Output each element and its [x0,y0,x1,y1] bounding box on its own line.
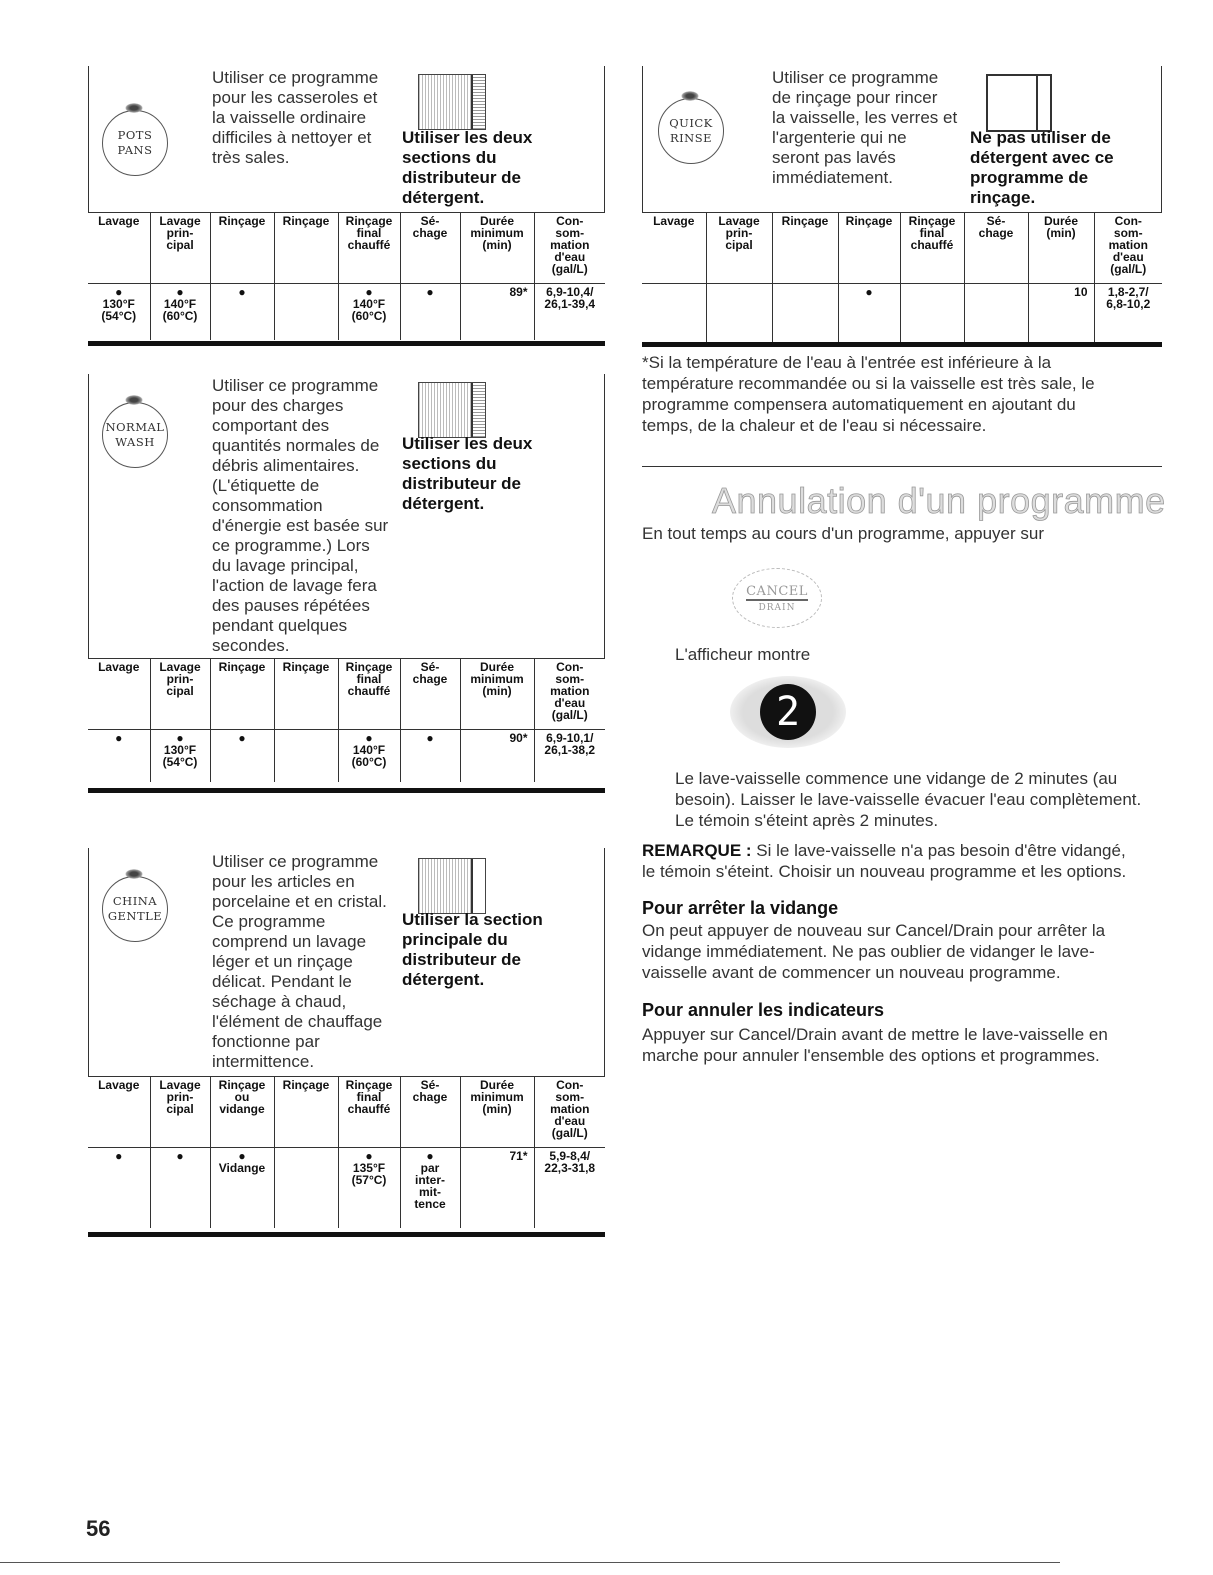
header-rincage-final: Rinçage final chauffé [338,659,400,730]
badge-line-1: QUICK [669,116,713,130]
intro-text: En tout temps au cours d'un programme, appuyer sur [642,524,1045,543]
header-consommation: Con- som- mation d'eau (gal/L) [534,213,605,284]
header-consommation: Con- som- mation d'eau (gal/L) [534,1077,605,1148]
section-rule [88,1232,605,1237]
value-rincage-1: ● [210,730,274,782]
value-consommation: 6,9-10,4/ 26,1-39,4 [534,284,605,340]
value-rincage-final: ● 140°F (60°C) [338,284,400,340]
cycle-description: Utiliser ce programme pour des charges comportant des quantités normales de débris alimentaires. (L'étiquette de consommation d'énergie est basée sur ce programme.) Lors du lavage principal, l'action de lavage fera des pauses répétées pendant quelques secondes. [212,376,389,655]
display-digit: 2 [775,689,801,735]
header-rincage-2: Rinçage [838,213,900,284]
display-label: L'afficheur montre [675,645,811,664]
badge-line-1: CHINA [112,894,158,908]
section-rule [88,788,605,793]
value-duree: 90* [460,730,534,782]
header-rincage-ou-vidange: Rinçage ou vidange [210,1077,274,1148]
normal-wash-badge-icon [102,402,168,468]
value-rincage-2 [274,730,338,782]
value-rincage-1 [772,284,838,342]
header-rincage-2: Rinçage [274,1077,338,1148]
section-rule [88,341,605,346]
badge-line-2: GENTLE [107,909,163,923]
header-rincage-1: Rinçage [210,213,274,284]
cycle-description: Utiliser ce programme pour les casseroles et la vaisselle ordinaire difficiles à nettoyer et très sales. [212,68,379,167]
badge-line-1: NORMAL [105,420,165,434]
cycle-normal-wash [88,374,605,794]
value-duree: 89* [460,284,534,340]
value-rincage-1: ● [210,284,274,340]
header-duree: Durée minimum (min) [460,659,534,730]
value-lavage [642,284,706,342]
header-sechage: Sé- chage [964,213,1028,284]
value-consommation: 5,9-8,4/ 22,3-31,8 [534,1148,605,1228]
header-consommation: Con- som- mation d'eau (gal/L) [534,659,605,730]
value-duree: 71* [460,1148,534,1228]
section-title: Annulation d'un programme [712,480,1166,521]
detergent-instruction: Utiliser la section principale du distributeur de détergent. [402,910,543,989]
cancel-drain-button[interactable] [732,568,822,628]
header-lavage-principal: Lavage prin- cipal [150,659,210,730]
badge-line-1: POTS [117,128,153,142]
quick-rinse-badge-icon [658,98,724,164]
cycle-china-gentle [88,848,605,1240]
value-lavage-principal: ● 130°F (54°C) [150,730,210,782]
detergent-instruction: Utiliser les deux sections du distributeur de détergent. [402,434,533,513]
china-gentle-badge-icon [102,876,168,942]
header-sechage: Sé- chage [400,1077,460,1148]
value-duree: 10 [1028,284,1094,342]
cancel-label: CANCEL [746,583,808,599]
value-sechage: ● [400,730,460,782]
section-rule [642,342,1162,347]
header-lavage: Lavage [653,214,695,228]
page-number: 56 [86,1516,111,1541]
detergent-instruction: Ne pas utiliser de détergent avec ce programme de rinçage. [970,128,1114,207]
badge-line-2: WASH [115,435,155,449]
header-rincage-final: Rinçage final chauffé [900,213,964,284]
cycle-table [88,658,605,782]
page-bottom-rule [0,1562,1060,1563]
section-divider [642,466,1162,467]
value-sechage [964,284,1028,342]
dispenser-empty-icon [986,74,1052,132]
remarque-text: Si le lave-vaisselle n'a pas besoin d'être vidangé, le témoin s'éteint. Choisir un nouveau programme et les options. [642,841,1127,881]
stop-drain-text: On peut appuyer de nouveau sur Cancel/Drain pour arrêter la vidange immédiatement. Ne pas oublier de vidanger le lave- vaisselle avant de commencer un nouveau programme. [642,921,1106,982]
value-vidange: ● Vidange [210,1148,274,1228]
detergent-instruction: Utiliser les deux sections du distributeur de détergent. [402,128,533,207]
cycle-pots-pans [88,66,605,346]
value-lavage: ● [115,1149,123,1163]
header-rincage-final: Rinçage final chauffé [338,213,400,284]
header-lavage: Lavage [98,214,140,228]
status-display [730,676,846,748]
dispenser-main-icon [418,858,486,914]
cancel-indicators-text: Appuyer sur Cancel/Drain avant de mettre le lave-vaisselle en marche pour annuler l'ensemble des options et programmes. [642,1025,1108,1065]
header-rincage-1: Rinçage [210,659,274,730]
cycle-table [88,1076,605,1228]
pots-pans-badge-icon [102,110,168,176]
cycle-table [88,212,605,340]
cycle-table [642,212,1162,342]
value-rincage-2 [274,284,338,340]
badge-line-2: PANS [117,143,153,157]
remarque-label: REMARQUE : [642,841,752,860]
stop-drain-heading: Pour arrêter la vidange [642,898,839,918]
remarque-paragraph [642,840,1172,882]
value-sechage: ● par inter- mit- tence [400,1148,460,1228]
header-consommation: Con- som- mation d'eau (gal/L) [1094,213,1162,284]
header-rincage-final: Rinçage final chauffé [338,1077,400,1148]
footnote: *Si la température de l'eau à l'entrée est inférieure à la température recommandée ou si la vaisselle est très sale, le programme compensera automatiquement en ajoutant du temps, de la chaleur et de l'eau si nécessaire. [642,353,1095,435]
header-sechage: Sé- chage [400,213,460,284]
value-lavage-principal: ● [150,1148,210,1228]
cycle-description: Utiliser ce programme pour les articles en porcelaine et en cristal. Ce programme comprend un lavage léger et un rinçage délicat. Pendant le séchage à chaud, l'élément de chauffage fonctionne par intermittence. [212,852,387,1071]
header-rincage-1: Rinçage [772,213,838,284]
value-lavage: ● 130°F (54°C) [101,285,137,323]
header-lavage-principal: Lavage prin- cipal [706,213,772,284]
drain-description: Le lave-vaisselle commence une vidange de 2 minutes (au besoin). Laisser le lave-vaisselle évacuer l'eau complètement. Le témoin s'éteint après 2 minutes. [675,769,1142,830]
header-rincage-2: Rinçage [274,659,338,730]
value-rincage-final: ● 135°F (57°C) [338,1148,400,1228]
header-lavage: Lavage [98,660,140,674]
header-lavage-principal: Lavage prin- cipal [150,1077,210,1148]
value-lavage-principal: ● 140°F (60°C) [150,284,210,340]
dispenser-both-icon [418,382,486,438]
header-duree: Durée minimum (min) [460,1077,534,1148]
header-lavage-principal: Lavage prin- cipal [150,213,210,284]
header-rincage-2: Rinçage [274,213,338,284]
cycle-description: Utiliser ce programme de rinçage pour rincer la vaisselle, les verres et l'argenterie qui ne seront pas lavés immédiatement. [772,68,958,187]
cycle-quick-rinse [642,66,1162,352]
cancel-indicators-heading: Pour annuler les indicateurs [642,1000,885,1020]
value-rincage-2 [274,1148,338,1228]
header-lavage: Lavage [98,1078,140,1092]
value-consommation: 6,9-10,1/ 26,1-38,2 [534,730,605,782]
display-digit-screen [760,684,816,740]
badge-line-2: RINSE [669,131,713,145]
value-rincage-final [900,284,964,342]
value-consommation: 1,8-2,7/ 6,8-10,2 [1094,284,1162,342]
header-sechage: Sé- chage [400,659,460,730]
header-duree: Durée minimum (min) [460,213,534,284]
value-rincage-2: ● [838,284,900,342]
value-lavage-principal [706,284,772,342]
drain-label: DRAIN [758,602,796,613]
value-lavage: ● [115,731,123,745]
header-duree: Durée (min) [1028,213,1094,284]
dispenser-both-icon [418,74,486,130]
value-rincage-final: ● 140°F (60°C) [338,730,400,782]
value-sechage: ● [400,284,460,340]
